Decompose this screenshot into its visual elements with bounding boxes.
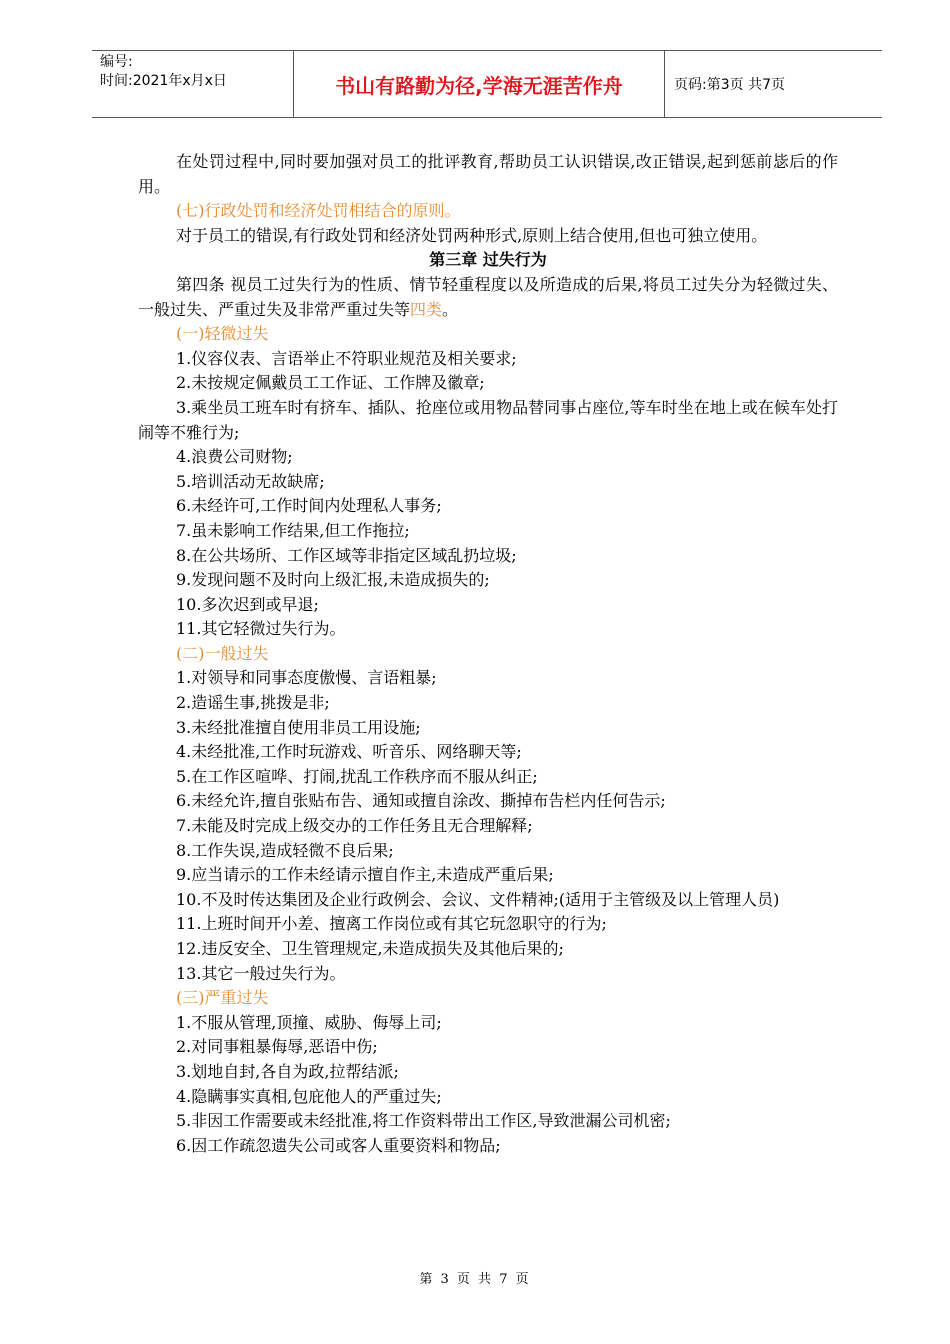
list-item: 8.工作失误,造成轻微不良后果; <box>176 840 394 860</box>
list-item: 13.其它一般过失行为。 <box>176 963 346 983</box>
list-item: 3.未经批准擅自使用非员工用设施; <box>176 717 421 737</box>
list-item: 8.在公共场所、工作区域等非指定区域乱扔垃圾; <box>176 545 517 565</box>
document-body <box>138 150 838 1158</box>
page-header <box>92 50 882 118</box>
section-heading: (七)行政处罚和经济处罚相结合的原则。 <box>176 201 461 221</box>
list-item: 6.因工作疏忽遗失公司或客人重要资料和物品; <box>176 1135 501 1155</box>
list-item: 2.对同事粗暴侮辱,恶语中伤; <box>176 1037 378 1057</box>
list-item: 5.在工作区喧哗、打闹,扰乱工作秩序而不服从纠正; <box>176 766 538 786</box>
list-item: 4.未经批准,工作时玩游戏、听音乐、网络聊天等; <box>176 742 522 762</box>
list-item: 9.应当请示的工作未经请示擅自作主,未造成严重后果; <box>176 865 554 885</box>
list-item: 9.发现问题不及时向上级汇报,未造成损失的; <box>176 570 490 590</box>
body-paragraph: 对于员工的错误,有行政处罚和经济处罚两种形式,原则上结合使用,但也可独立使用。 <box>176 225 768 245</box>
body-paragraph: 10.不及时传达集团及企业行政例会、会议、文件精神;(适用于主管级及以上管理人员) <box>176 889 780 909</box>
document-number-label: 编号: <box>100 54 133 70</box>
chapter-heading: 第三章 过失行为 <box>429 250 547 270</box>
section-heading: (一)轻微过失 <box>176 324 269 344</box>
list-item: 7.虽未影响工作结果,但工作拖拉; <box>176 520 410 540</box>
header-motto: 书山有路勤为径,学海无涯苦作舟 <box>293 51 665 117</box>
list-item: 6.未经许可,工作时间内处理私人事务; <box>176 496 442 516</box>
list-item: 4.隐瞒事实真相,包庇他人的严重过失; <box>176 1086 442 1106</box>
body-paragraph <box>138 273 838 322</box>
page-footer: 第 3 页 共 7 页 <box>419 1272 531 1287</box>
header-page-info: 页码:第3页 共7页 <box>674 77 785 93</box>
body-paragraph: 3.乘坐员工班车时有挤车、插队、抢座位或用物品替同事占座位,等车时坐在地上或在候车处打闹等不雅行为; <box>138 397 838 442</box>
list-item: 1.不服从管理,顶撞、威胁、侮辱上司; <box>176 1012 442 1032</box>
list-item: 4.浪费公司财物; <box>176 447 293 467</box>
section-heading: (三)严重过失 <box>176 988 269 1008</box>
list-item: 10.多次迟到或早退; <box>176 594 319 614</box>
list-item: 2.造谣生事,挑拨是非; <box>176 693 330 713</box>
paragraph-tail: 。 <box>442 299 459 319</box>
body-paragraph: 在处罚过程中,同时要加强对员工的批评教育,帮助员工认识错误,改正错误,起到惩前毖后的作用。 <box>138 152 838 196</box>
section-heading: (二)一般过失 <box>176 643 269 663</box>
header-meta <box>92 51 292 117</box>
paragraph-text: 第四条 视员工过失行为的性质、情节轻重程度以及所造成的后果,将员工过失分为轻微过失、一般过失、严重过失及非常严重过失等 <box>138 274 838 319</box>
list-item: 5.培训活动无故缺席; <box>176 471 325 491</box>
list-item: 11.上班时间开小差、擅离工作岗位或有其它玩忽职守的行为; <box>176 914 607 934</box>
list-item: 1.对领导和同事态度傲慢、言语粗暴; <box>176 668 437 688</box>
list-item: 11.其它轻微过失行为。 <box>176 619 346 639</box>
list-item: 6.未经允许,擅自张贴布告、通知或擅自涂改、撕掉布告栏内任何告示; <box>176 791 666 811</box>
highlighted-text: 四类 <box>410 299 443 319</box>
list-item: 1.仪容仪表、言语举止不符职业规范及相关要求; <box>176 348 517 368</box>
list-item: 7.未能及时完成上级交办的工作任务且无合理解释; <box>176 816 533 836</box>
list-item: 2.未按规定佩戴员工工作证、工作牌及徽章; <box>176 373 485 393</box>
document-time-label: 时间:2021年x月x日 <box>100 73 227 89</box>
list-item: 5.非因工作需要或未经批准,将工作资料带出工作区,导致泄漏公司机密; <box>176 1111 671 1131</box>
list-item: 12.违反安全、卫生管理规定,未造成损失及其他后果的; <box>176 939 564 958</box>
list-item: 3.划地自封,各自为政,拉帮结派; <box>176 1061 399 1081</box>
